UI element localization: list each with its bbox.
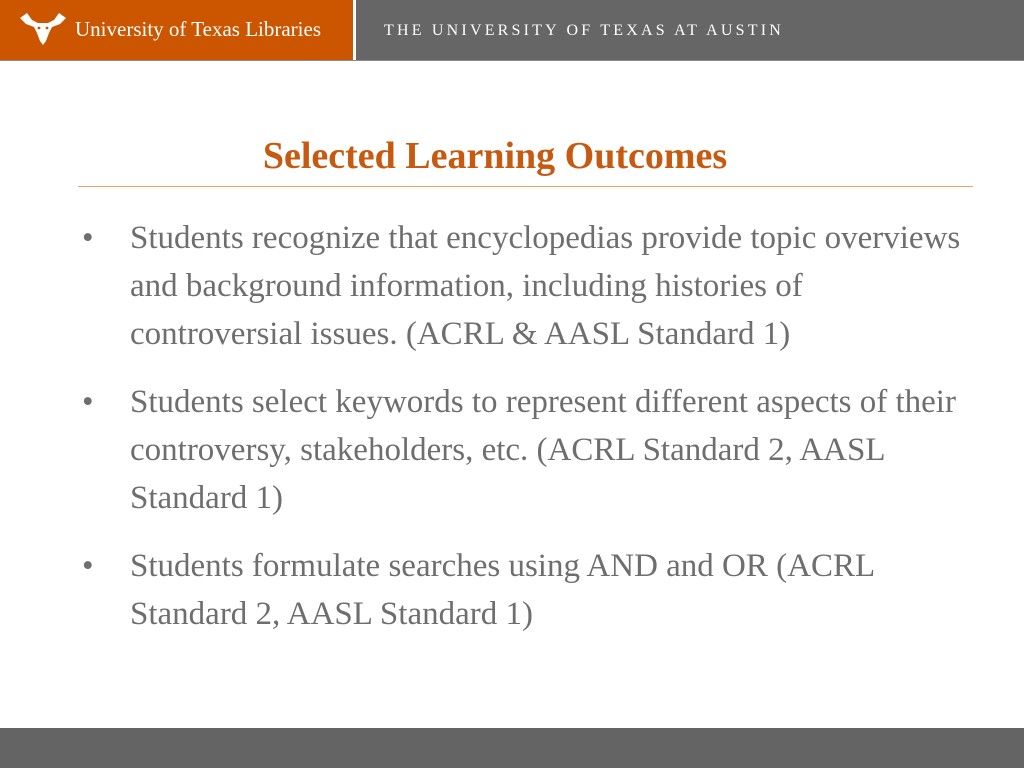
bullet-text: Students formulate searches using AND and OR (ACRL Standard 2, AASL Standard 1): [130, 548, 874, 632]
bullet-item: [78, 378, 978, 522]
bullet-symbol: •: [82, 220, 94, 256]
footer-bar: [0, 728, 1024, 768]
bullet-item: [78, 542, 978, 638]
slide-title: Selected Learning Outcomes: [262, 135, 728, 177]
bullet-text: Students select keywords to represent different aspects of their controversy, stakeholders, etc. (ACRL Standard 2, AASL Standard 1): [130, 384, 956, 516]
header-banner: [0, 0, 1024, 61]
library-name: University of Texas Libraries: [75, 17, 321, 41]
title-divider: [78, 186, 973, 187]
longhorn-icon: [18, 12, 68, 46]
bullet-text: Students recognize that encyclopedias provide topic overviews and background information, including histories of controversial issues. (ACRL & AASL Standard 1): [130, 220, 961, 352]
library-brand-block[interactable]: [0, 0, 353, 60]
bullet-symbol: •: [82, 548, 94, 584]
university-name[interactable]: THE UNIVERSITY OF TEXAS AT AUSTIN: [384, 22, 784, 39]
bullet-list: [78, 214, 978, 658]
bullet-item: [78, 214, 978, 358]
bullet-symbol: •: [82, 384, 94, 420]
header-divider: [353, 0, 356, 60]
